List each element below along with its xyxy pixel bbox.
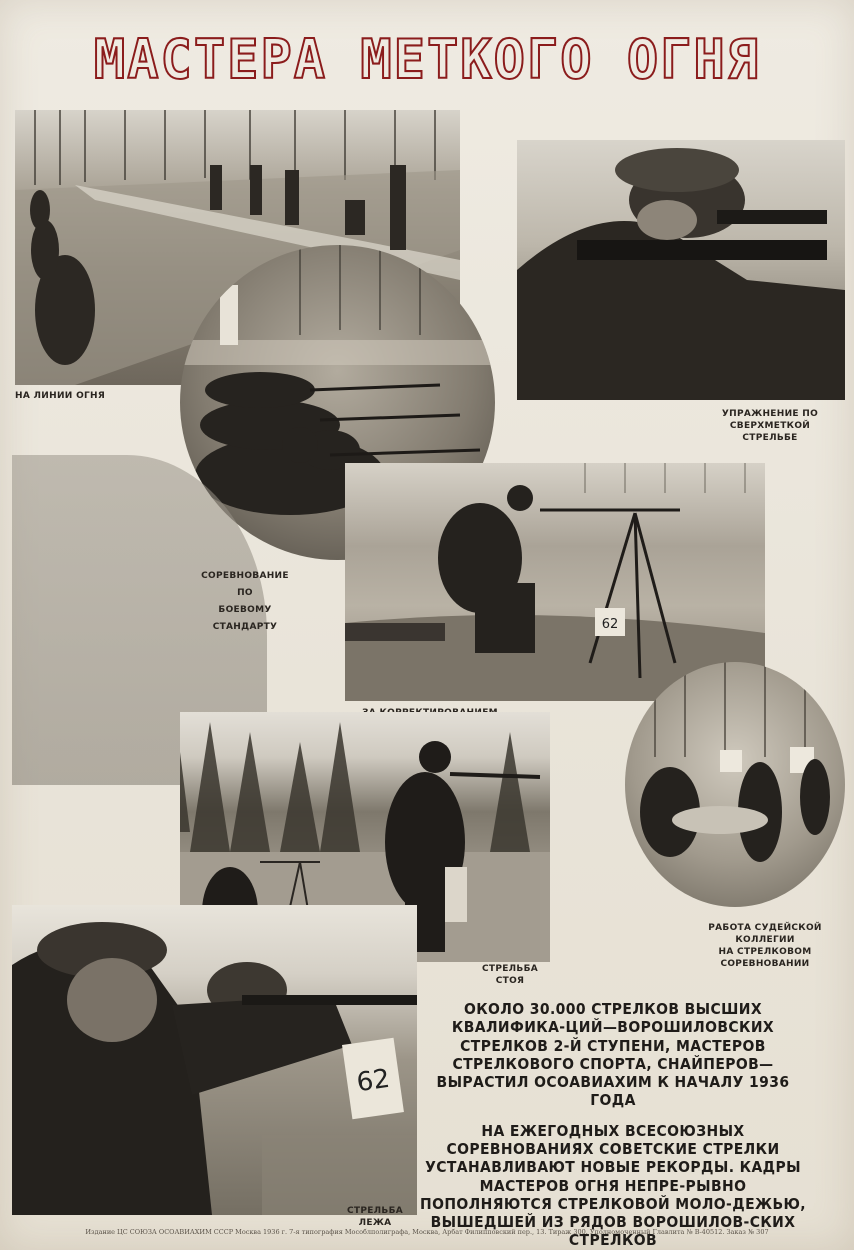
photo-sharpshooting <box>517 140 845 400</box>
photo-judges-circle <box>625 662 845 907</box>
target-number-text: 62 <box>354 1063 392 1099</box>
body-paragraph-1: ОКОЛО 30.000 СТРЕЛКОВ ВЫСШИХ КВАЛИФИКА-ЦИЙ—ВОРОШИЛОВСКИХ СТРЕЛКОВ 2-Й СТУПЕНИ, МАСТЕРОВ СТРЕЛКОВОГО СПОРТА, СНАЙПЕРОВ—ВЫРАСТИЛ ОСОАВИАХИМ К НАЧАЛУ 1936 ГОДА <box>436 1000 790 1110</box>
caption-standing: СТРЕЛЬБА СТОЯ <box>481 964 539 987</box>
imprint-footer: Издание ЦС СОЮЗА ОСОАВИАХИМ СССР Москва 1936 г. 7-я типография Мособлполиграфа, Москва, Арбат Филипповский пер., 13. Тираж 300. Уполномоченный Главлита № В-40512. Заказ № 307 <box>85 1228 769 1236</box>
target-number-text: 62 <box>601 617 619 632</box>
caption-sharpshooting: УПРАЖНЕНИЕ ПО СВЕРХМЕТКОЙ СТРЕЛЬБЕ <box>721 409 819 444</box>
caption-judges: РАБОТА СУДЕЙСКОЙ КОЛЛЕГИИ НА СТРЕЛКОВОМ СОРЕВНОВАНИИ <box>708 923 822 970</box>
photo-prone-shooting <box>12 905 417 1215</box>
body-text <box>413 1000 813 1250</box>
poster-title: МАСТЕРА МЕТКОГО ОГНЯ <box>93 28 761 92</box>
caption-line-of-fire: НА ЛИНИИ ОГНЯ <box>15 391 106 401</box>
body-paragraph-2: НА ЕЖЕГОДНЫХ ВСЕСОЮЗНЫХ СОРЕВНОВАНИЯХ СОВЕТСКИЕ СТРЕЛКИ УСТАНАВЛИВАЮТ НОВЫЕ РЕКОРДЫ. КАДРЫ МАСТЕРОВ ОГНЯ НЕПРЕ-РЫВНО ПОПОЛНЯЮТСЯ СТРЕЛКОВОЙ МОЛО-ДЕЖЬЮ, ВЫШЕДШЕЙ ИЗ РЯДОВ ВОРОШИЛОВ-СКИХ СТРЕЛКОВ <box>420 1121 806 1250</box>
caption-combat-standard: СОРЕВНОВАНИЕ ПО БОЕВОМУ СТАНДАРТУ <box>201 571 289 633</box>
caption-prone: СТРЕЛЬБА ЛЕЖА <box>346 1206 404 1229</box>
